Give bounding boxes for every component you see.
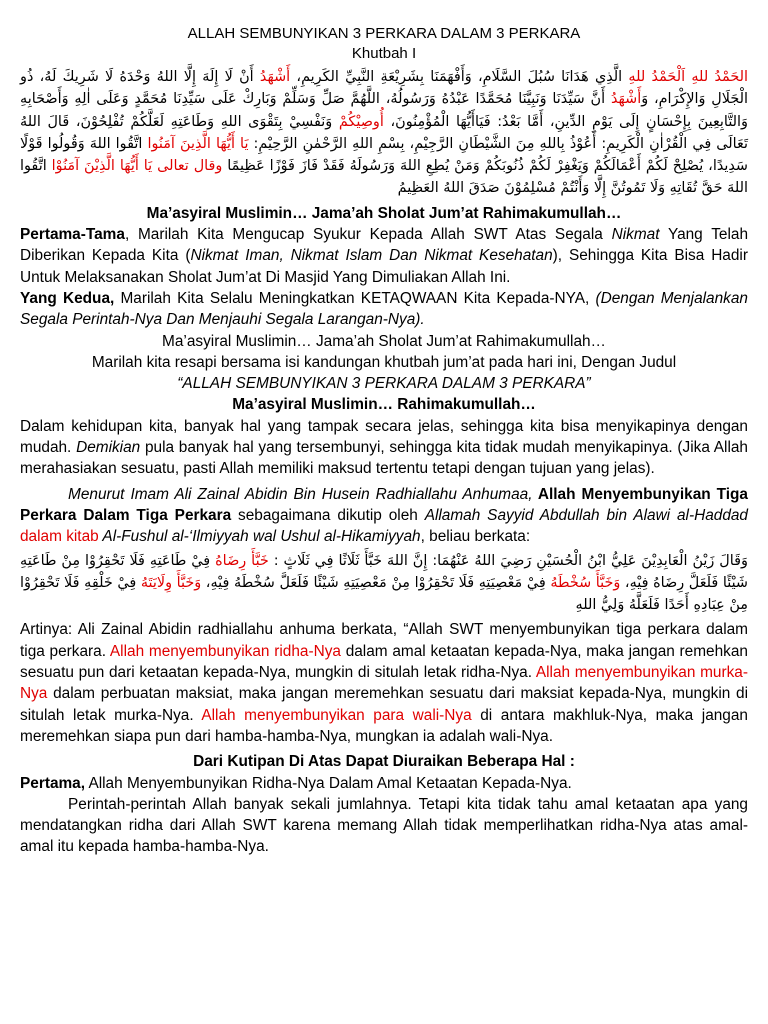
document-page [20,24,748,858]
opening-arabic-text [20,66,748,200]
arabic-segment: وَقَالَ زَيْنُ الْعَابِدِيْنَ عَلِيُّ ابْنُ الْحُسَيْنِ رَضِيَ اللهُ عَنْهُمَا: إِنَّ اللهَ خَبَّأَ ثَلَاثًا فِي ثَلَاثٍ : [268,552,748,569]
paragraph-pertama-point [20,773,748,794]
text-run: ), Sehingga Kita Bisa Hadir Untuk Melaksanakan Sholat Jum’at Di Masjid Yang Dimuliakan Allah Ini. [20,247,748,286]
document-title: ALLAH SEMBUNYIKAN 3 PERKARA DALAM 3 PERKARA [187,25,581,42]
text-run: sebagaimana dikutip oleh [231,506,425,524]
text-run: Artinya: Ali Zainal Abidin radhiallahu anhuma berkata, “Allah SWT menyembunyikan tiga perkara dalam tiga perkara. [20,621,748,660]
paragraph-imam-ali [20,484,748,548]
section-heading: Ma’asyiral Muslimin… Jama’ah Sholat Jum’at Rahimakumullah… [146,204,622,222]
section-heading: Dari Kutipan Di Atas Dapat Diuraikan Beberapa Hal : [193,753,575,771]
text-run: dalam perbuatan maksiat, maka jangan meremehkan sesuatu dari maksiat kepada-Nya, mungkin di situlah letak murka-Nya. [20,685,748,724]
italic-run: Demikian [76,439,141,457]
italic-run: Allamah Sayyid Abdullah bin Alawi al-Haddad [424,506,748,524]
text-run: dalam amal ketaatan kepada-Nya, maka jangan remehkan sesuatu pun dari ketaatan kepada-Nya, mungkin di situlah letak ridha-Nya. [20,642,748,682]
arabic-segment: الَّذِي هَدَانَا سُبُلَ السَّلَامِ، وَأَفْهَمَنَا بِشَرِيْعَةِ النَّبِيِّ الكَرِيمِ، [290,69,629,85]
paragraph-lead: Pertama, [20,774,86,792]
arabic-red-segment: وَخَبَّأَ سُخْطَهُ [550,574,621,591]
quote-arabic-text [20,550,748,617]
text-run: Allah Menyembunyikan Ridha-Nya Dalam Amal Ketaatan Kepada-Nya. [85,774,572,792]
paragraph-artinya [20,619,748,747]
arabic-segment: فِيْ مَعْصِيَتِهِ فَلَا تَحْقِرُوْا مِنْ مَعْصِيَتِهِ شَيْئًا فَلَعَلَّ سُخْطَهُ فِيْهِ، [201,574,551,591]
italic-run: Nikmat Iman, Nikmat Islam Dan Nikmat Kesehatan [190,247,553,265]
italic-run: Nikmat [611,226,660,244]
red-run: Allah menyembunyikan para wali-Nya [201,706,472,724]
arabic-segment: اتَّقُوا اللهَ وَقُولُوا قَوْلًا سَدِيدًا، يُصْلِحْ لَكُمْ أَعْمَالَكُمْ وَيَغْفِرْ لَكُمْ ذُنُوبَكُمْ وَمَنْ يُطِعِ اللهَ وَرَسُولَهُ فَقَدْ فَازَ فَوْزًا عَظِيمًا [20,135,748,175]
arabic-segment: أَنْ لَا إِلَهَ إِلَّا اللهُ وَحْدَهُ لَا شَرِيكَ لَهُ، ذُو الْجَلَالِ وَالإِكْرَامِ، وَ [20,69,749,108]
text-run: di antara makhluk-Nya, maka jangan meremehkan siapa pun dari hamba-hamba-Nya, mungkan ia adalah wali-Nya. [20,706,748,745]
paragraph-lead: Pertama-Tama [20,226,125,244]
red-run: dalam kitab [20,528,99,546]
arabic-red-segment: أَشْهَدُ [610,91,642,108]
text-run: Marilah Kita Selalu Meningkatkan KETAQWAAN Kita Kepada-NYA, [114,289,596,307]
arabic-segment: أَنَّ سَيِّدَنَا وَنَبِيَّنَا مُحَمَّدًا عَبْدُهُ وَرَسُولُهُ، اللَّهُمَّ صَلِّ وَسَلِّمْ وَبَارِكْ عَلَى سَيِّدِنَا مُحَمَّدٍ وَعَلَى اٰلِهِ وَأَصْحَابِهِ وَالتَّابِعِينَ بِإِحْسَانٍ إِلَى يَوْمِ الدِّينِ، أَمَّا بَعْدُ: فَيَاأَيُّهَا الْمُؤْمِنُونَ، [20,91,748,130]
section-heading: Ma’asyiral Muslimin… Rahimakumullah… [232,396,536,414]
arabic-segment: وَنَفْسِيْ بِتَقْوَى اللهِ وَطَاعَتِهِ لَعَلَّكُمْ تُفْلِحُوْنَ، قَالَ اللهُ تَعَالَى فِي الْقُرْاٰنِ الْكَرِيمِ: أَعُوْذُ بِاللهِ مِنَ الشَّيْطَانِ الرَّجِيْمِ، بِسْمِ اللهِ الرَّحْمٰنِ الرَّحِيْمِ: [20,113,748,152]
text-run: Dalam kehidupan kita, banyak hal yang tampak secara jelas, sehingga kita bisa menyikapinya dengan mudah. [20,417,748,457]
italic-run: Menurut Imam Ali Zainal Abidin Bin Husein Radhiallahu Anhumaa, [68,485,533,503]
text-run: , Marilah Kita Mengucap Syukur Kepada Allah SWT Atas Segala [124,226,612,244]
intro-line: Marilah kita resapi bersama isi kandungan khutbah jum’at pada hari ini, Dengan Judul [91,353,677,371]
paragraph-kehidupan [20,416,748,480]
arabic-segment: فِيْ خَلْقِهِ فَلَا تَحْقِرُوْا مِنْ عِبَادِهِ أَحَدًا فَلَعَلَّهُ وَلِيُّ اللهِ [20,574,748,614]
paragraph-kedua [20,288,748,331]
italic-run: (Dengan Menjalankan Segala Perintah-Nya Dan Menjauhi Segala Larangan-Nya). [20,289,748,329]
arabic-red-segment: خَبَّأَ رِضَاهُ [215,552,269,569]
text-run: , beliau berkata: [420,528,531,546]
document-subtitle: Khutbah I [351,45,417,62]
paragraph-perintah: Perintah-perintah Allah banyak sekali jumlahnya. Tetapi kita tidak tahu amal ketaatan apa yang mendatangkan ridha dari Allah SWT karena memang Allah tidak memperlihatkan ridha-Nya atas amal-amal itu kepada hamba-hamba-Nya. [20,795,748,856]
arabic-segment: اتَّقُوا اللهَ حَقَّ تُقَاتِهِ وَلَا تَمُوتُنَّ إِلَّا وَأَنْتُمْ مُسْلِمُوْنَ صَدَقَ اللهُ العَظِيمُ [20,158,748,197]
arabic-red-segment: الحَمْدُ للهِ اَلْحَمْدُ للهِ [628,69,749,85]
red-run: Allah menyembunyikan ridha-Nya [109,642,341,660]
paragraph-pertama [20,224,748,288]
paragraph-lead: Yang Kedua, [20,289,115,307]
arabic-red-segment: يَا أَيُّهَا الَّذِينَ آمَنُوا [147,135,249,152]
greeting-line: Ma’asyiral Muslimin… Jama’ah Sholat Jum’at Rahimakumullah… [162,332,606,350]
bold-run: Allah Menyembunyikan Tiga Perkara Dalam Tiga Perkara [20,485,748,524]
arabic-red-segment: وَخَبَّأَ وِلَايَتَهُ [140,574,202,591]
text-run: Yang Telah Diberikan Kepada Kita ( [20,226,749,265]
topic-title-line: “ALLAH SEMBUNYIKAN 3 PERKARA DALAM 3 PERKARA” [177,375,591,393]
italic-run: Al-Fushul al-‘Ilmiyyah wal Ushul al-Hikamiyyah [98,528,421,546]
text-run: pula banyak hal yang tersembunyi, sehingga kita tidak mudah menyikapinya. (Jika Allah merahasiakan sesuatu, pasti Allah memiliki maksud tertentu tetapi dengan tujuan yang jelas). [20,439,748,478]
arabic-red-segment: أَشْهَدُ [259,69,291,85]
arabic-red-segment: وقال تعالى يَا أَيُّهَا الَّذِيْنَ آمَنُوْا [51,158,223,175]
arabic-red-segment: أُوصِيْكُمْ [338,113,384,130]
arabic-segment: فِيْ طَاعَتِهِ فَلَا تَحْقِرُوْا مِنْ طَاعَتِهِ شَيْئًا فَلَعَلَّ رِضَاهُ فِيْهِ، [20,552,748,591]
red-run: Allah menyembunyikan murka-Nya [20,664,748,703]
